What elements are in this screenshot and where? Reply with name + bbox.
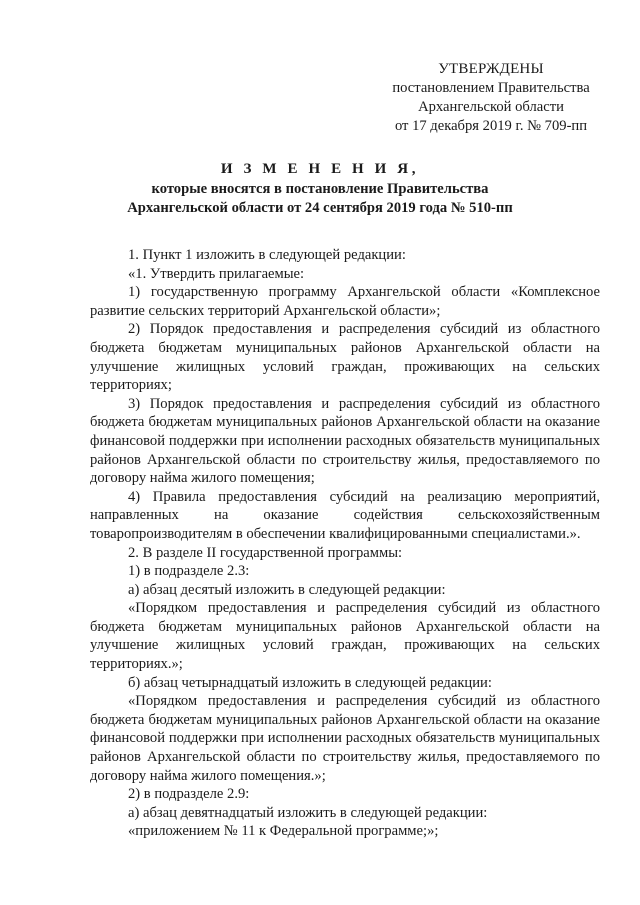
paragraph: а) абзац девятнадцатый изложить в следующей редакции: (128, 804, 488, 821)
approval-heading: УТВЕРЖДЕНЫ (438, 61, 544, 77)
paragraph: 2. В разделе II государственной программы: (128, 544, 403, 561)
paragraph: 1) государственную программу Архангельской области «Комплексное развитие сельских территорий Архангельской области»; (90, 284, 600, 319)
approval-line: Архангельской области (418, 99, 564, 115)
document-body (90, 246, 600, 841)
document-title (40, 160, 600, 219)
paragraph: 4) Правила предоставления субсидий на реализацию мероприятий, направленных на оказание содействия сельскохозяйственным товаропроизводителям в обеспечении квалифицированными специалистами.». (90, 488, 600, 542)
title-line: которые вносятся в постановление Правительства (151, 180, 489, 197)
title-line: Архангельской области от 24 сентября 2019 года № 510-пп (127, 200, 513, 216)
approval-stamp (385, 60, 597, 136)
title-heading: И З М Е Н Е Н И Я, (220, 161, 420, 177)
paragraph: 3) Порядок предоставления и распределения субсидий из областного бюджета бюджетам муниципальных районов Архангельской области на оказание финансовой поддержки при исполнении расходных обязательств муниципальных районов Архангельской области по строительству жилья, предоставляемого по договору найма жилого помещения; (90, 395, 600, 487)
paragraph: 1) в подразделе 2.3: (128, 563, 250, 580)
paragraph: «приложением № 11 к Федеральной программе;»; (128, 823, 439, 840)
paragraph: 2) в подразделе 2.9: (128, 786, 250, 803)
paragraph: «1. Утвердить прилагаемые: (128, 265, 305, 282)
paragraph: 2) Порядок предоставления и распределения субсидий из областного бюджета бюджетам муниципальных районов Архангельской области на улучшение жилищных условий граждан, проживающих на сельских территориях; (90, 321, 600, 394)
paragraph: 1. Пункт 1 изложить в следующей редакции: (128, 247, 406, 263)
approval-line: постановлением Правительства (392, 80, 590, 96)
paragraph: а) абзац десятый изложить в следующей редакции: (128, 581, 446, 598)
paragraph: «Порядком предоставления и распределения субсидий из областного бюджета бюджетам муниципальных районов Архангельской области на оказание финансовой поддержки при исполнении расходных обязательств муниципальных районов Архангельской области по строительству жилья, предоставляемого по договору найма жилого помещения.»; (90, 693, 600, 784)
paragraph: «Порядком предоставления и распределения субсидий из областного бюджета бюджетам муниципальных районов Архангельской области на улучшение жилищных условий граждан, проживающих на сельских территориях.»; (90, 600, 600, 673)
approval-line: от 17 декабря 2019 г. № 709-пп (394, 118, 588, 134)
paragraph: б) абзац четырнадцатый изложить в следующей редакции: (128, 674, 492, 691)
